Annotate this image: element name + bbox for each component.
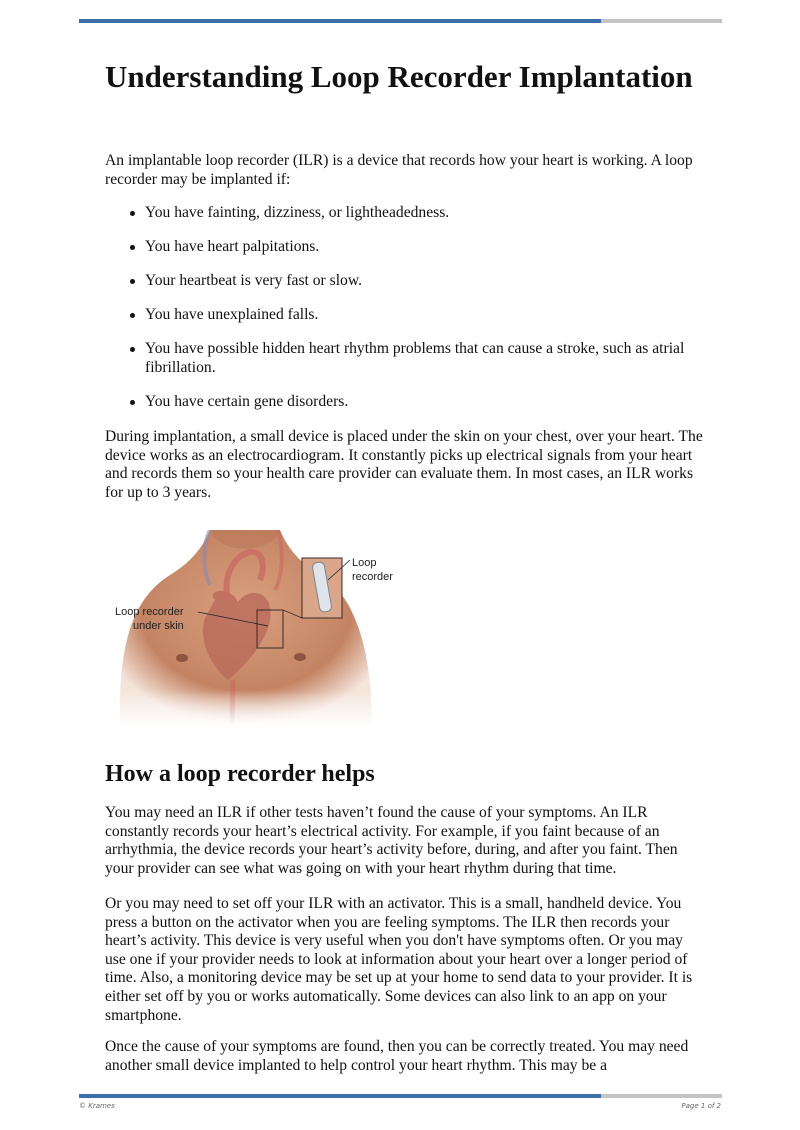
implantation-paragraph: During implantation, a small device is placed under the skin on your chest, over your heart. The device works as an electrocardiogram. It constantly picks up electrical signals from your heart and records them so your health care provider can evaluate them. In most cases, an ILR works for up to 3 years. xyxy=(105,428,703,501)
helps-paragraph-1: You may need an ILR if other tests haven’t found the cause of your symptoms. An ILR constantly records your heart’s electrical activity. For example, if you faint because of an arrhythmia, the device records your heart’s activity before, during, and after you faint. Then your provider can see what was going on with your heart rhythm during that time. xyxy=(105,804,678,877)
loop-label-line1: Loop xyxy=(352,557,377,569)
bottom-rule-accent xyxy=(79,1094,601,1098)
list-item: You have fainting, dizziness, or lightheadedness. xyxy=(105,204,685,223)
top-rule xyxy=(79,19,722,23)
page-title: Understanding Loop Recorder Implantation xyxy=(105,59,693,94)
top-rule-accent xyxy=(79,19,601,23)
helps-paragraph-3: Once the cause of your symptoms are found, then you can be correctly treated. You may need another small device implanted to help control your heart rhythm. This may be a xyxy=(105,1038,689,1074)
nipple-right xyxy=(294,653,306,661)
document-body xyxy=(105,58,705,1074)
footer-page-number: Page 1 of 2 xyxy=(681,1102,721,1110)
list-item: Your heartbeat is very fast or slow. xyxy=(105,272,685,291)
under-skin-label-line2: under skin xyxy=(133,620,184,632)
bottom-rule xyxy=(79,1094,722,1098)
list-item: You have unexplained falls. xyxy=(105,306,685,325)
chest-illustration xyxy=(110,530,410,726)
under-skin-label-line1: Loop recorder xyxy=(115,606,184,618)
list-item: You have possible hidden heart rhythm problems that can cause a stroke, such as atrial fibrillation. xyxy=(105,340,685,377)
section-heading: How a loop recorder helps xyxy=(105,761,375,787)
intro-paragraph: An implantable loop recorder (ILR) is a device that records how your heart is working. A loop recorder may be implanted if: xyxy=(105,152,693,188)
nipple-left xyxy=(176,654,188,662)
loop-label-line2: recorder xyxy=(352,571,393,583)
footer-copyright: © Krames xyxy=(79,1102,115,1110)
indication-list xyxy=(105,204,685,427)
list-item: You have heart palpitations. xyxy=(105,238,685,257)
list-item: You have certain gene disorders. xyxy=(105,393,685,412)
bottom-fade xyxy=(110,690,410,726)
helps-paragraph-2: Or you may need to set off your ILR with an activator. This is a small, handheld device. You press a button on the activator when you are feeling symptoms. The ILR then records your heart’s activity. This device is very useful when you don't have symptoms often. Or you may use one if your provider needs to look at information about your heart over a longer period of time. Also, a monitoring device may be set up at your home to send data to your provider. It is either set off by you or works automatically. Some devices can also link to an app on your smartphone. xyxy=(105,895,693,1024)
top-rule-gray xyxy=(601,19,722,23)
bottom-rule-gray xyxy=(601,1094,722,1098)
